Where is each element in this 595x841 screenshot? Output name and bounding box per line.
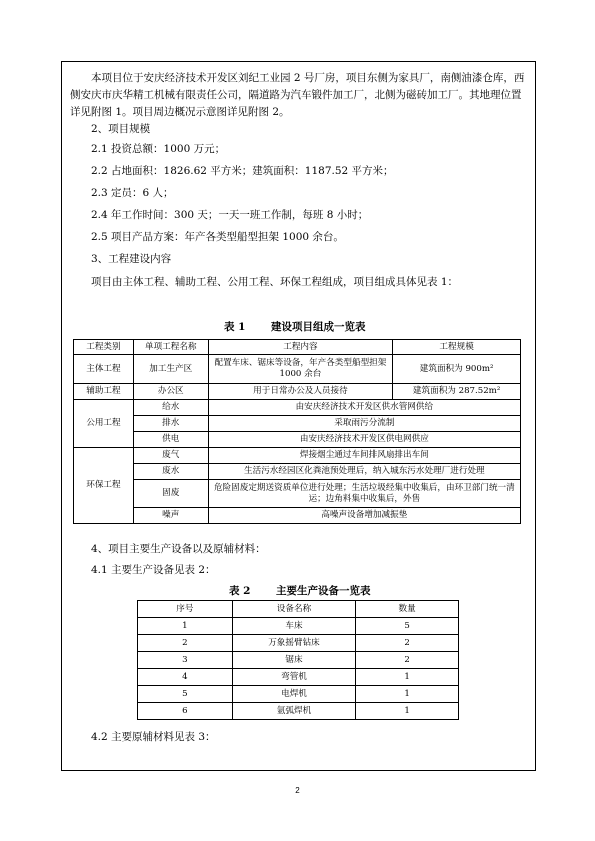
table-row bbox=[74, 400, 521, 416]
quantity-cell: 2 bbox=[356, 652, 459, 669]
equipment-intro: 4.1 主要生产设备见表 2： bbox=[91, 564, 216, 576]
project-name-cell: 办公区 bbox=[133, 384, 208, 400]
product-line: 2.5 项目产品方案：年产各类型船型担架 1000 余台。 bbox=[91, 231, 344, 243]
table-row bbox=[138, 618, 459, 635]
header-cell: 工程规模 bbox=[393, 340, 521, 355]
equipment-name-cell: 万象摇臂钻床 bbox=[232, 635, 356, 652]
content-cell: 用于日常办公及人员接待 bbox=[208, 384, 393, 400]
content-cell: 配置车床、锯床等设备，年产各类型船型担架 1000 余台 bbox=[208, 355, 393, 384]
project-name-cell: 加工生产区 bbox=[133, 355, 208, 384]
category-cell: 辅助工程 bbox=[74, 384, 134, 400]
table-row bbox=[74, 432, 521, 448]
content-cell: 由安庆经济技术开发区供电网供应 bbox=[208, 432, 520, 448]
project-name-cell: 供电 bbox=[133, 432, 208, 448]
project-composition-table bbox=[73, 339, 521, 524]
content-cell: 危险固废定期送资质单位进行处理；生活垃圾经集中收集后，由环卫部门统一清运；边角料集中收集后，外售 bbox=[208, 480, 520, 508]
quantity-cell: 1 bbox=[356, 703, 459, 720]
table-row bbox=[74, 448, 521, 464]
index-cell: 5 bbox=[138, 686, 233, 703]
header-cell: 数量 bbox=[356, 601, 459, 618]
table2-caption: 表 2 主要生产设备一览表 bbox=[229, 585, 371, 597]
index-cell: 4 bbox=[138, 669, 233, 686]
table-row bbox=[138, 652, 459, 669]
header-cell: 单项工程名称 bbox=[133, 340, 208, 355]
project-name-cell: 排水 bbox=[133, 416, 208, 432]
table-row bbox=[74, 464, 521, 480]
content-cell: 生活污水经园区化粪池预处理后，纳入城东污水处理厂进行处理 bbox=[208, 464, 520, 480]
content-cell: 由安庆经济技术开发区供水管网供给 bbox=[208, 400, 520, 416]
table-row bbox=[138, 635, 459, 652]
scale-cell: 建筑面积为 900m² bbox=[393, 355, 521, 384]
category-cell: 公用工程 bbox=[74, 400, 134, 448]
materials-intro: 4.2 主要原辅材料见表 3： bbox=[91, 731, 216, 743]
header-cell: 设备名称 bbox=[232, 601, 356, 618]
project-name-cell: 废气 bbox=[133, 448, 208, 464]
quantity-cell: 2 bbox=[356, 635, 459, 652]
quantity-cell: 5 bbox=[356, 618, 459, 635]
index-cell: 1 bbox=[138, 618, 233, 635]
table-row bbox=[74, 480, 521, 508]
equipment-name-cell: 弯管机 bbox=[232, 669, 356, 686]
category-cell: 主体工程 bbox=[74, 355, 134, 384]
composition-intro: 项目由主体工程、辅助工程、公用工程、环保工程组成，项目组成具体见表 1： bbox=[91, 276, 459, 288]
table-row bbox=[138, 686, 459, 703]
section-heading-construction: 3、工程建设内容 bbox=[91, 253, 172, 265]
content-cell: 高噪声设备增加减振垫 bbox=[208, 508, 520, 524]
scale-cell: 建筑面积为 287.52m² bbox=[393, 384, 521, 400]
table1-caption: 表 1 建设项目组成一览表 bbox=[224, 321, 366, 333]
page-number: 2 bbox=[295, 786, 300, 795]
staff-line: 2.3 定员：6 人； bbox=[91, 187, 174, 199]
section-heading-equipment: 4、项目主要生产设备以及原辅材料： bbox=[91, 543, 266, 555]
table-row bbox=[138, 669, 459, 686]
table-header-row bbox=[138, 601, 459, 618]
table-row bbox=[74, 416, 521, 432]
quantity-cell: 1 bbox=[356, 686, 459, 703]
project-name-cell: 固废 bbox=[133, 480, 208, 508]
index-cell: 2 bbox=[138, 635, 233, 652]
table-row bbox=[74, 355, 521, 384]
section-heading-scale: 2、项目规模 bbox=[91, 123, 151, 135]
equipment-table bbox=[137, 600, 459, 720]
project-name-cell: 给水 bbox=[133, 400, 208, 416]
equipment-name-cell: 车床 bbox=[232, 618, 356, 635]
category-cell: 环保工程 bbox=[74, 448, 134, 524]
location-paragraph: 本项目位于安庆经济技术开发区刘纪工业园 2 号厂房，项目东侧为家具厂，南侧油漆仓库，西侧安庆市庆华精工机械有限责任公司，隔道路为汽车锻件加工厂，北侧为磁砖加工厂。其地理位置详见附图 1。项目周边概况示意图详见附图 2。 bbox=[70, 72, 525, 118]
table-row bbox=[138, 703, 459, 720]
area-line: 2.2 占地面积：1826.62 平方米；建筑面积：1187.52 平方米； bbox=[91, 165, 394, 177]
content-cell: 采取雨污分流制 bbox=[208, 416, 520, 432]
index-cell: 6 bbox=[138, 703, 233, 720]
content-cell: 焊接烟尘通过车间排风扇排出车间 bbox=[208, 448, 520, 464]
quantity-cell: 1 bbox=[356, 669, 459, 686]
project-name-cell: 噪声 bbox=[133, 508, 208, 524]
equipment-name-cell: 氩弧焊机 bbox=[232, 703, 356, 720]
work-time-line: 2.4 年工作时间：300 天；一天一班工作制，每班 8 小时； bbox=[91, 209, 369, 221]
table-header-row bbox=[74, 340, 521, 355]
table-row bbox=[74, 384, 521, 400]
header-cell: 序号 bbox=[138, 601, 233, 618]
header-cell: 工程类别 bbox=[74, 340, 134, 355]
investment-line: 2.1 投资总额：1000 万元； bbox=[91, 143, 226, 155]
equipment-name-cell: 电焊机 bbox=[232, 686, 356, 703]
header-cell: 工程内容 bbox=[208, 340, 393, 355]
project-name-cell: 废水 bbox=[133, 464, 208, 480]
index-cell: 3 bbox=[138, 652, 233, 669]
table-row bbox=[74, 508, 521, 524]
equipment-name-cell: 锯床 bbox=[232, 652, 356, 669]
